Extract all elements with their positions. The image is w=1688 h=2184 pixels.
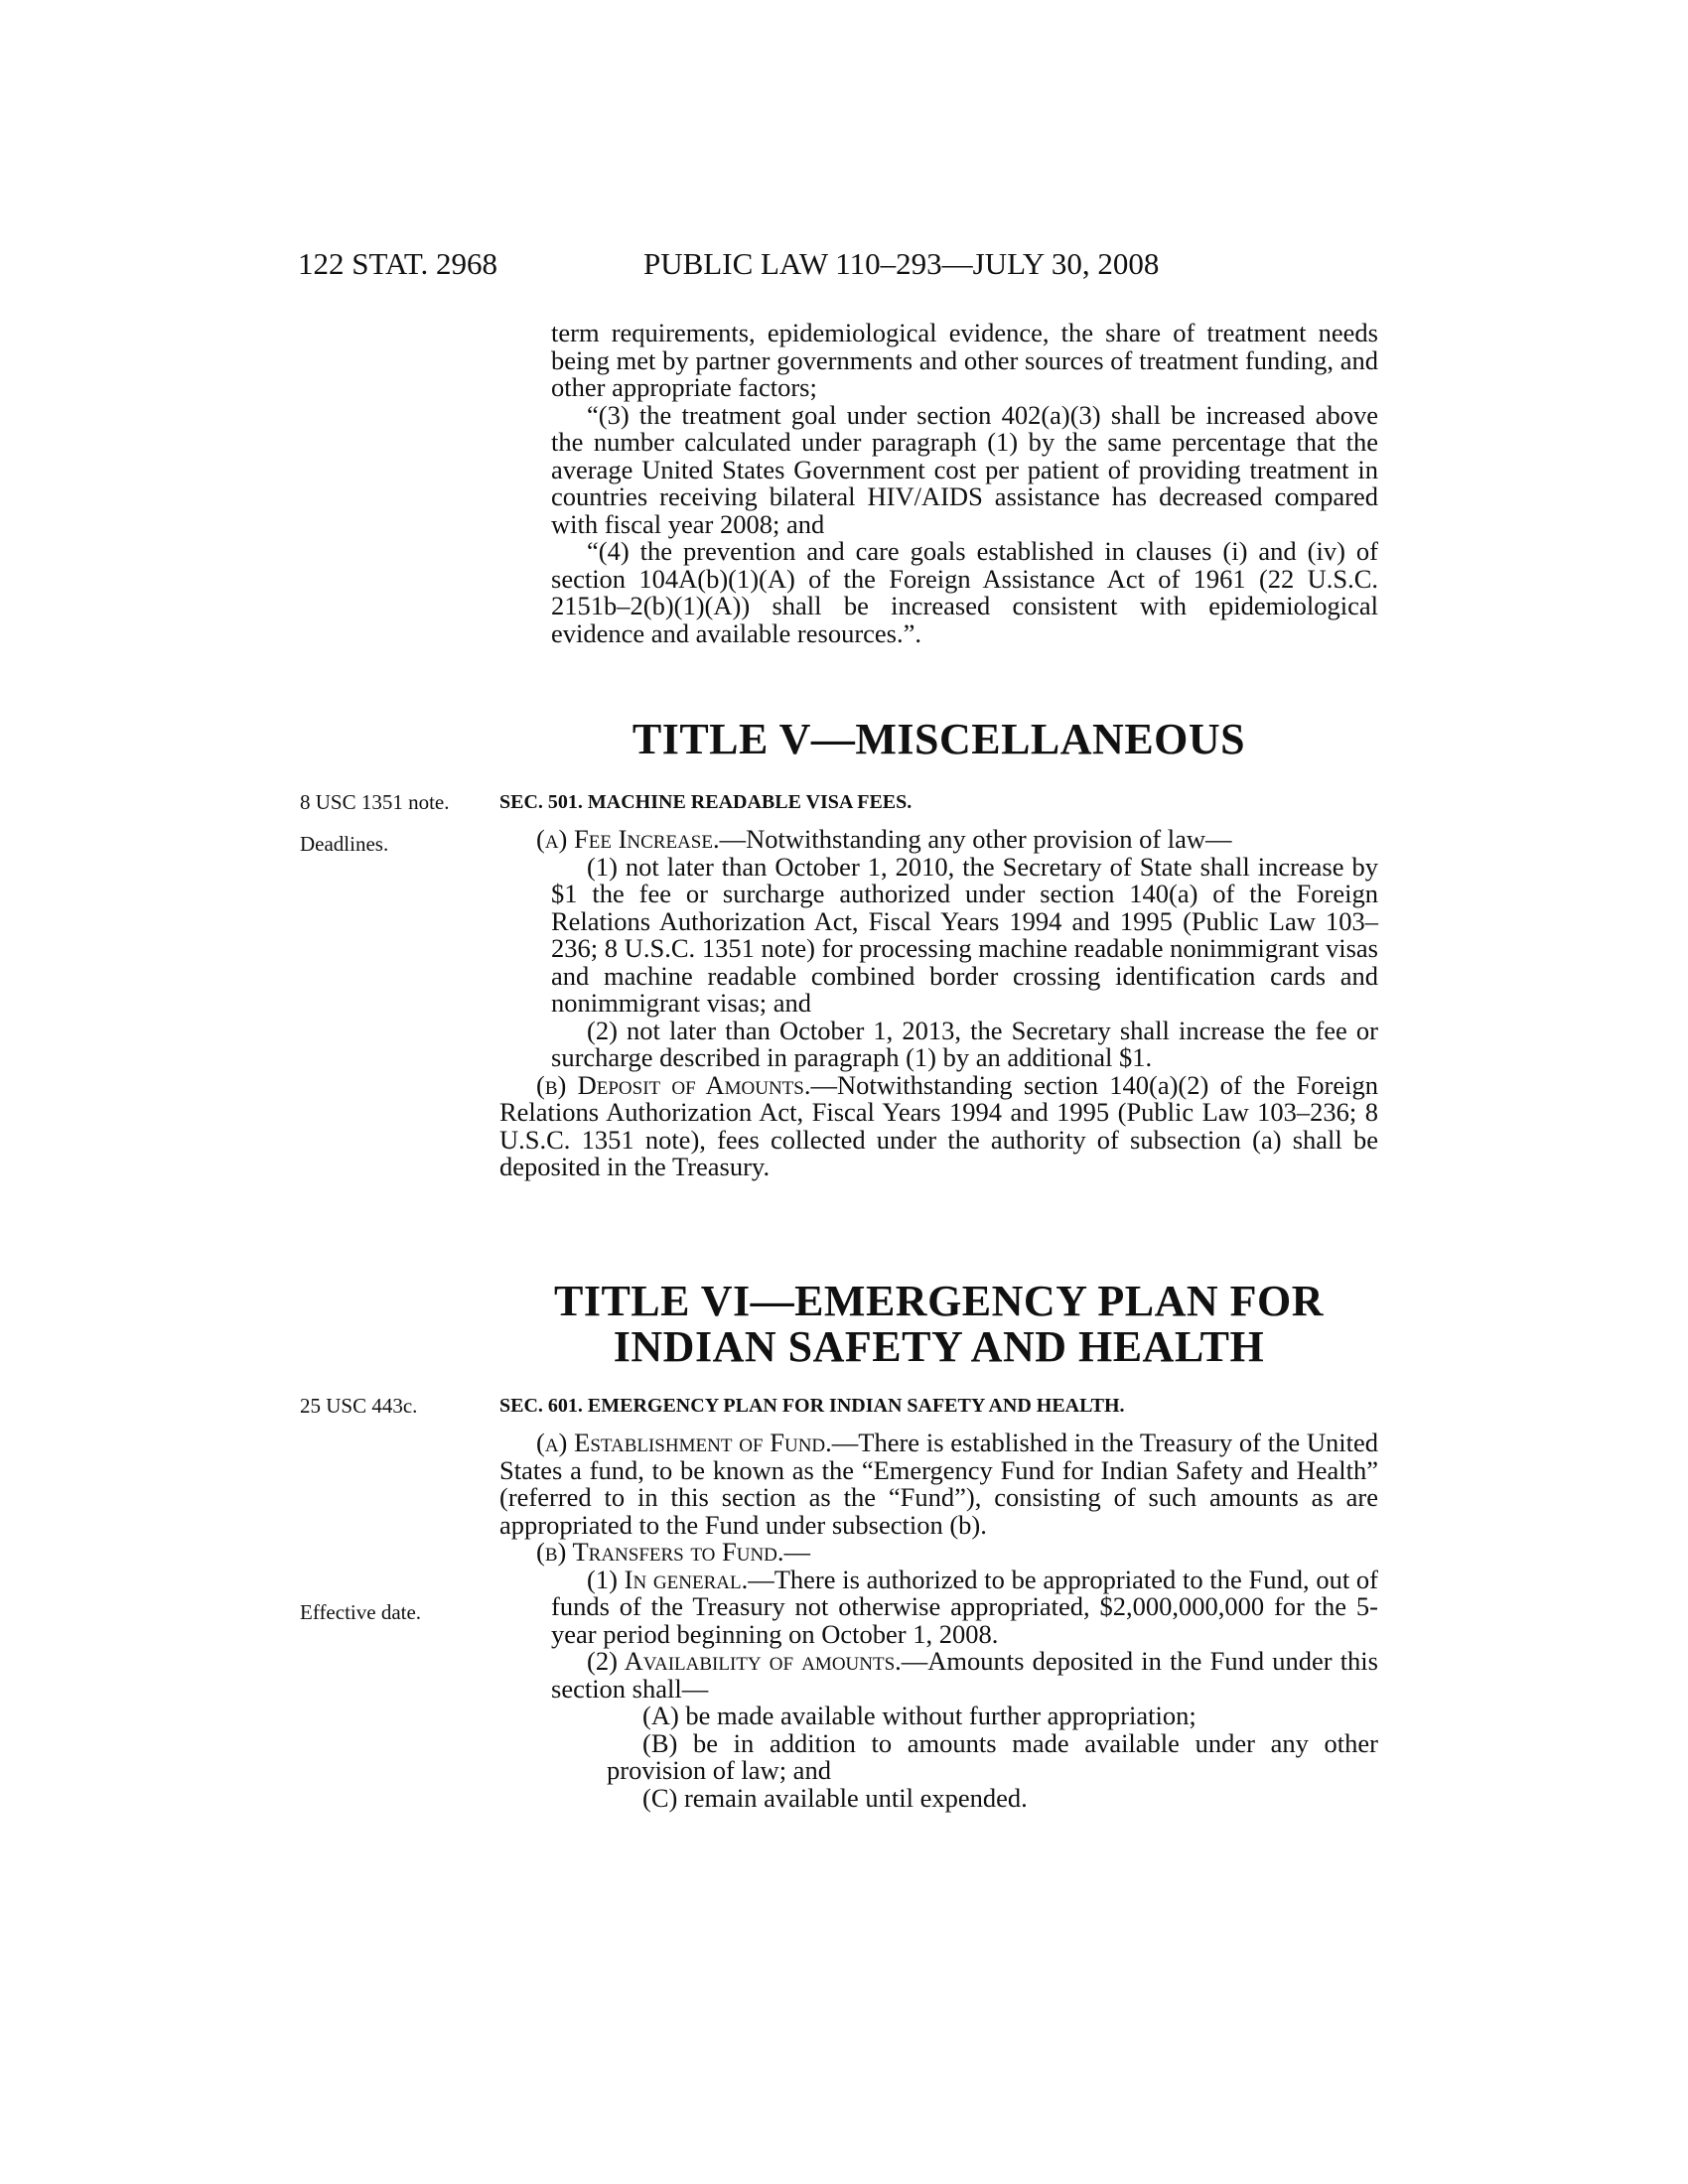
continuation-paragraph: term requirements, epidemiological evidence, the share of treatment needs being met by partner governments and other sources of treatment funding, and other appropriate factors;	[551, 318, 1378, 402]
section-601-body	[499, 1430, 1378, 1812]
subsection-b-label: (b) Deposit of Amounts.	[536, 1069, 811, 1100]
top-continuation-block	[499, 320, 1378, 647]
subsection-a-label: (a) Fee Increase.	[536, 824, 720, 854]
title-vi-heading-line-1: TITLE VI—EMERGENCY PLAN FOR	[553, 1277, 1325, 1325]
running-header: PUBLIC LAW 110–293—JULY 30, 2008	[643, 246, 1160, 281]
paragraph-b2	[499, 1648, 1378, 1703]
subsection-b	[499, 1069, 1378, 1181]
paragraph-4: “(4) the prevention and care goals established in clauses (i) and (iv) of section 104A(b)(1)(A) of the Foreign Assistance Act of 1961 (22 U.S.C. 2151b–2(b)(1)(A)) shall be increased consistent with epidemiological evidence and available resources.”.	[551, 536, 1378, 648]
title-vi-heading	[499, 1279, 1378, 1370]
subparagraph-B: (B) be in addition to amounts made available under any other provision of law; and	[607, 1727, 1378, 1785]
section-501-body	[499, 826, 1378, 1181]
margin-note-effective-date: Effective date.	[300, 1600, 422, 1624]
subparagraph-A: (A) be made available without further appropriation;	[642, 1701, 1196, 1730]
paragraph-b1-label: (1) In general.	[587, 1564, 749, 1594]
subsection-a-text: —There is established in the Treasury of the United States a fund, to be known as the “Emergency Fund for Indian Safety and Health” (referred to in this section as the “Fund”), consisting of such amounts as are appropriated to the Fund under subsection (b).	[499, 1428, 1378, 1540]
subsection-b-dash: —	[783, 1537, 811, 1567]
subsection-a-label: (a) Establishment of Fund.	[536, 1428, 832, 1457]
margin-note-deadlines: Deadlines.	[300, 832, 389, 856]
subsection-b-text: —Notwithstanding section 140(a)(2) of the Foreign Relations Authorization Act, Fiscal Years 1994 and 1995 (Public Law 103–236; 8 U.S.C. 1351 note), fees collected under the authority of subsection (a) shall be deposited in the Treasury.	[499, 1069, 1378, 1181]
subparagraph-C: (C) remain available until expended.	[642, 1782, 1028, 1813]
paragraph-b1	[499, 1564, 1378, 1649]
subsection-b	[499, 1539, 1378, 1567]
paragraph-a2: (2) not later than October 1, 2013, the Secretary shall increase the fee or surcharge described in paragraph (1) by an additional $1.	[551, 1015, 1378, 1072]
section-601-heading: SEC. 601. EMERGENCY PLAN FOR INDIAN SAFETY AND HEALTH.	[499, 1395, 1125, 1417]
paragraph-b2-text: —Amounts deposited in the Fund under this section shall—	[551, 1646, 1378, 1704]
title-v-heading: TITLE V—MISCELLANEOUS	[632, 715, 1246, 763]
margin-note-usc-1351: 8 USC 1351 note.	[300, 790, 450, 814]
subsection-b-label: (b) Transfers to Fund.	[536, 1537, 784, 1567]
title-vi-heading-line-2: INDIAN SAFETY AND HEALTH	[613, 1322, 1265, 1371]
section-501-heading: SEC. 501. MACHINE READABLE VISA FEES.	[499, 791, 913, 813]
paragraph-b2-label: (2) Availability of amounts.	[587, 1646, 902, 1676]
paragraph-b1-text: —There is authorized to be appropriated to the Fund, out of funds of the Treasury not otherwise appropriated, $2,000,000,000 for the 5-year period beginning on October 1, 2008.	[551, 1564, 1378, 1649]
page-reference: 122 STAT. 2968	[298, 246, 498, 281]
paragraph-3: “(3) the treatment goal under section 402(a)(3) shall be increased above the number calculated under paragraph (1) by the same percentage that the average United States Government cost per patient of providing treatment in countries receiving bilateral HIV/AIDS assistance has decreased compared with fiscal year 2008; and	[551, 399, 1378, 539]
paragraph-a1: (1) not later than October 1, 2010, the Secretary of State shall increase by $1 the fee or surcharge authorized under section 140(a) of the Foreign Relations Authorization Act, Fiscal Years 1994 and 1995 (Public Law 103–236; 8 U.S.C. 1351 note) for processing machine readable nonimmigrant visas and machine readable combined border crossing identification cards and nonimmigrant visas; and	[551, 851, 1378, 1018]
subsection-a	[499, 1430, 1378, 1539]
subsection-a	[499, 826, 1378, 854]
subsection-a-text: —Notwithstanding any other provision of law—	[719, 824, 1232, 854]
margin-note-usc-443c: 25 USC 443c.	[300, 1394, 418, 1418]
